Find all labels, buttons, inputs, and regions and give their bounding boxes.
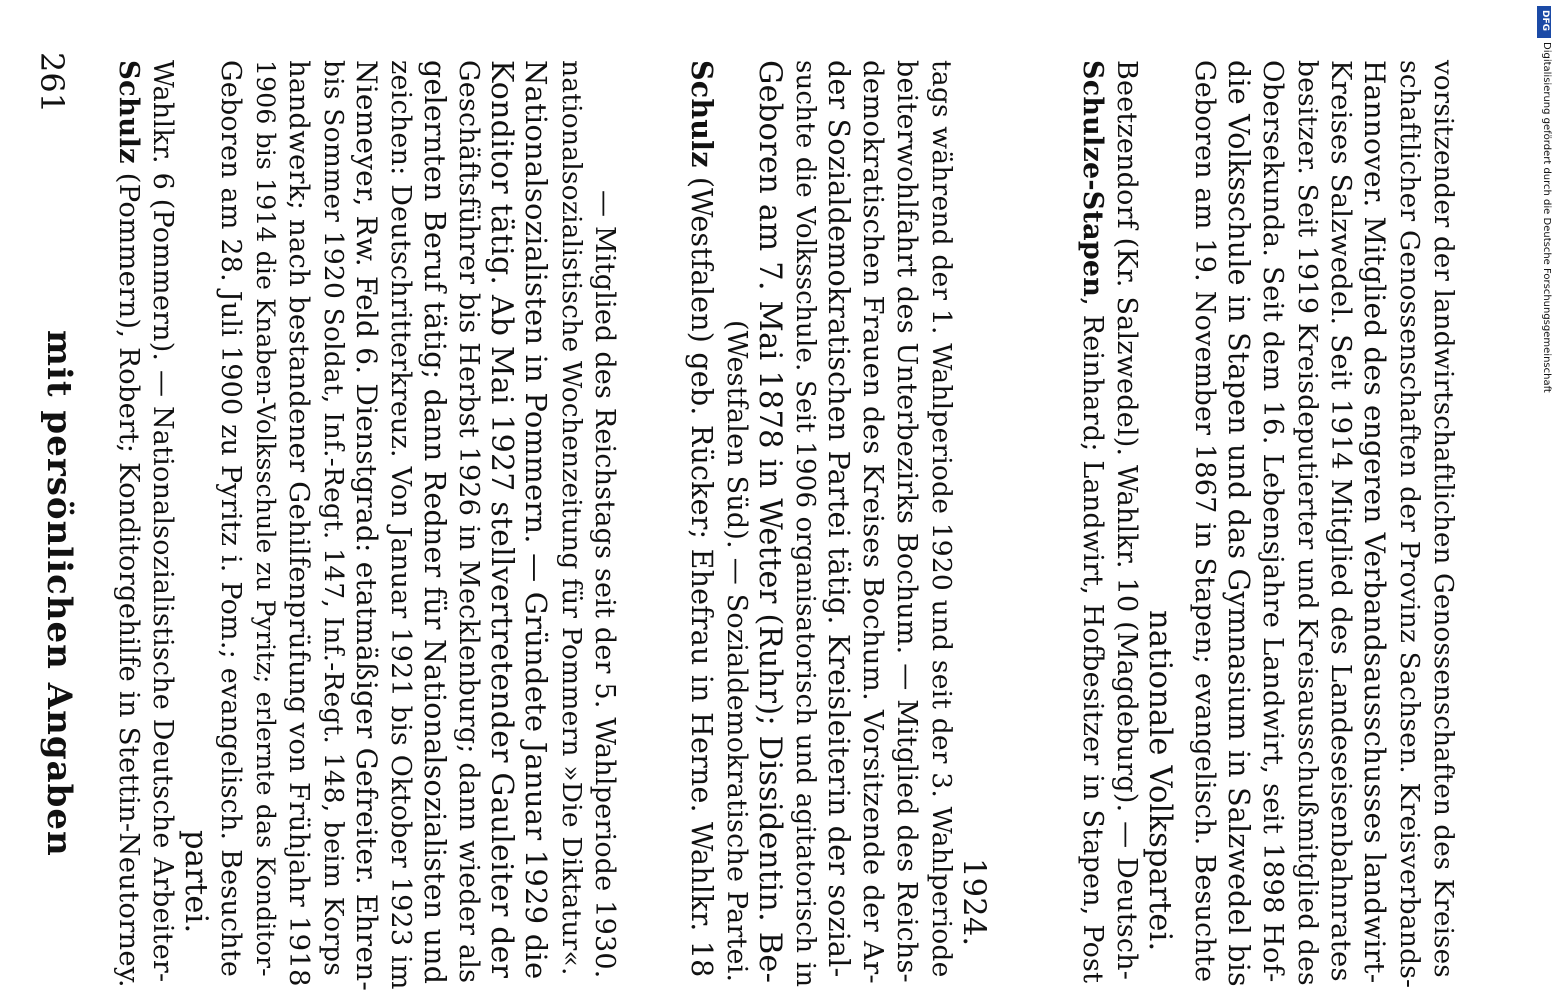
entry-3-line-8: Kreises Salzwedel. Seit 1914 Mitglied des Landeseisenbahnrates bbox=[1325, 60, 1357, 982]
entry-1-line-4: Geboren am 28. Juli 1900 zu Pyritz i. Pom.; evangelisch. Besuchte bbox=[215, 60, 246, 978]
entry-2-line-9: 1924. bbox=[956, 858, 991, 947]
entry-1-line-2: Wahlkr. 6 (Pommern). — Nationalsozialistische Deutsche Arbeiter- bbox=[147, 60, 178, 983]
entry-3-line-1 bbox=[1079, 60, 1106, 983]
digitization-credit: Digitalisierung gefördert durch die Deutsche Forschungsgemeinschaft bbox=[1541, 42, 1552, 393]
entry-3-line-7: besitzer. Seit 1919 Kreisdeputierter und Kreisausschußmitglied des bbox=[1292, 60, 1323, 986]
entry-1-line-13: Nationalsozialisten in Pommern. — Gründete Januar 1929 die bbox=[519, 60, 553, 980]
entry-2-line-2: (Westfalen Süd). — Sozialdemokratische Partei. bbox=[721, 320, 752, 983]
entry-3-line-1-text: , Reinhard; Landwirt, Hofbesitzer in Stapen, Post bbox=[1077, 297, 1108, 984]
entry-1-line-12: Konditor tätig. Ab Mai 1927 stellvertretender Gauleiter der bbox=[484, 60, 519, 979]
entry-2-line-3: Geboren am 7. Mai 1878 in Wetter (Ruhr); Dissidentin. Be- bbox=[752, 60, 787, 984]
entry-1-line-1 bbox=[115, 60, 143, 988]
entry-3-name: Schulze-Stapen bbox=[1077, 60, 1108, 298]
entry-1-line-10: gelernten Beruf tätig; dann Redner für Nationalsozialisten und bbox=[418, 60, 451, 985]
entry-2-line-1 bbox=[687, 60, 717, 977]
page-number: 261 bbox=[33, 52, 71, 114]
entry-1-line-15: — Mitglied des Reichstags seit der 5. Wahlperiode 1930. bbox=[589, 190, 620, 979]
entry-1-line-5: 1906 bis 1914 die Knaben-Volksschule zu Pyritz; erlernte das Konditor- bbox=[251, 60, 280, 977]
entry-2-line-5: der Sozialdemokratischen Partei tätig. Kreisleiterin der sozial- bbox=[822, 60, 855, 978]
entry-2-name: Schulz bbox=[685, 60, 719, 168]
entry-3-line-2: Beetzendorf (Kr. Salzwedel). Wahlkr. 10 (Magdeburg). — Deutsch- bbox=[1111, 60, 1142, 981]
entry-1-line-9: zeichen: Deutschritterkreuz. Von Januar 1921 bis Oktober 1923 im bbox=[385, 60, 416, 990]
entry-2-line-4: suchte die Volksschule. Seit 1906 organisatorisch und agitatorisch in bbox=[790, 60, 820, 988]
entry-3-line-6: Obersekunda. Seit dem 16. Lebensjahre Landwirt, seit 1898 Hof- bbox=[1257, 60, 1289, 983]
entry-1-line-6: handwerk; nach bestandener Gehilfenprüfung von Frühjahr 1918 bbox=[283, 60, 315, 987]
entry-2-line-8: tags während der 1. Wahlperiode 1920 und seit der 3. Wahlperiode bbox=[926, 60, 957, 978]
entry-2-line-7: beiterwohlfahrt des Unterbezirks Bochum. — Mitglied des Reichs- bbox=[891, 60, 922, 983]
page-header: mit persönlichen Angaben bbox=[39, 330, 79, 857]
entry-2-line-1-text: (Westfalen) geb. Rücker; Ehefrau in Herne. Wahlkr. 18 bbox=[685, 167, 718, 978]
entry-1-name: Schulz bbox=[113, 60, 145, 164]
dfg-logo bbox=[1537, 6, 1551, 38]
entry-1-line-8: Niemeyer, Rw. Feld 6. Dienstgrad: etatmäßiger Gefreiter. Ehren- bbox=[350, 60, 383, 992]
entry-2-line-6: demokratischen Frauen des Kreises Bochum. Vorsitzende der Ar- bbox=[857, 60, 889, 984]
entry-3-line-10: schaftlicher Genossenschaften der Provinz Sachsen. Kreisverbands- bbox=[1394, 60, 1425, 989]
entry-1-line-14: nationalsozialistische Wochenzeitung für Pommern »Die Diktatur«. bbox=[556, 60, 587, 976]
entry-3-line-11: vorsitzender der landwirtschaftlichen Genossenschaften des Kreises bbox=[1428, 60, 1458, 978]
entry-3-line-3: nationale Volkspartei. bbox=[1142, 610, 1177, 952]
dfg-logo-text: DFG bbox=[1540, 10, 1550, 32]
entry-1-line-7: bis Sommer 1920 Soldat, Inf.-Regt. 147, Inf.-Regt. 148, beim Korps bbox=[318, 60, 349, 977]
entry-1-line-3: partei. bbox=[178, 830, 213, 934]
entry-1-line-1-text: (Pommern), Robert; Konditorgehilfe in Stettin-Neutorney. bbox=[113, 163, 145, 988]
entry-3-line-5: die Volksschule in Stapen und das Gymnasium in Salzwedel bis bbox=[1222, 60, 1255, 987]
entry-1-line-11: Geschäftsführer bis Herbst 1926 in Mecklenburg; dann wieder als bbox=[453, 60, 484, 984]
entry-3-line-9: Hannover. Mitglied des engeren Verbandsausschusses landwirt- bbox=[1358, 60, 1391, 984]
entry-3-line-4: Geboren am 19. November 1867 in Stapen; evangelisch. Besuchte bbox=[1189, 60, 1220, 983]
